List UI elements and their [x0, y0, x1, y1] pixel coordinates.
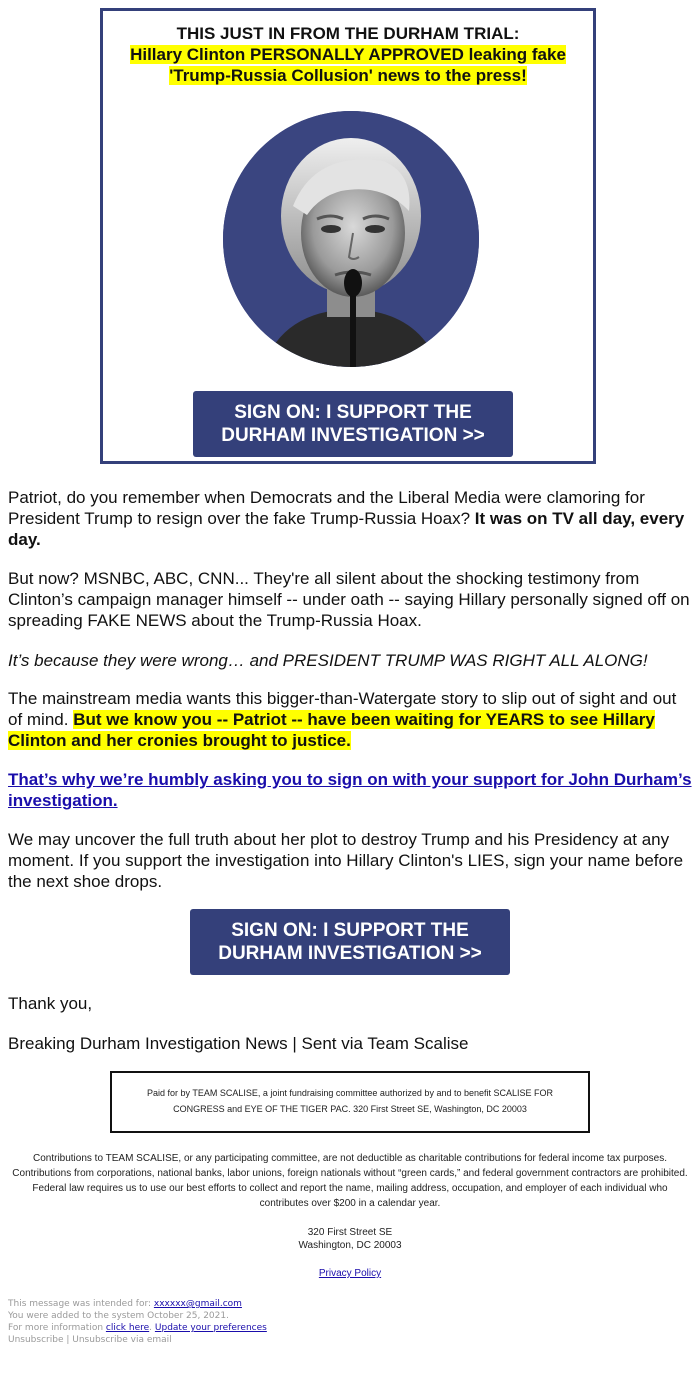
- footer-comma: .: [149, 1323, 155, 1333]
- footer-intended-label: This message was intended for:: [8, 1299, 154, 1309]
- paragraph-italic: [8, 650, 692, 671]
- privacy-row: [0, 1268, 700, 1279]
- address-line1: 320 First Street SE: [307, 1227, 393, 1238]
- thank-you: Thank you,: [8, 994, 93, 1013]
- cta-line2: DURHAM INVESTIGATION >>: [221, 425, 485, 446]
- footer-more-info-row: [8, 1322, 267, 1334]
- paid-for-box: Paid for by TEAM SCALISE, a joint fundraising committee authorized by and to benefit SCALISE FOR CONGRESS and EYE OF THE TIGER PAC. 320 First Street SE, Washington, DC 20003: [110, 1071, 590, 1133]
- paragraph-silence: But now? MSNBC, ABC, CNN... They're all silent about the shocking testimony from Clinton’s campaign manager himself -- under oath -- saying Hillary personally signed off on spreading FAKE NEWS about the Trump-Russia Hoax.: [8, 569, 690, 630]
- privacy-policy-link[interactable]: Privacy Policy: [318, 1268, 382, 1279]
- paragraph-uncover: We may uncover the full truth about her plot to destroy Trump and his Presidency at any moment. If you support the investigation into Hillary Clinton's LIES, sign your name before the next shoe drops.: [8, 830, 684, 891]
- portrait-illustration: [223, 111, 479, 367]
- paragraph-media-highlight: But we know you -- Patriot -- have been waiting for YEARS to see Hillary Clinton and her cronies brought to justice.: [8, 710, 655, 750]
- hero-kicker: THIS JUST IN FROM THE DURHAM TRIAL:: [176, 24, 520, 43]
- cta-line2: DURHAM INVESTIGATION >>: [218, 943, 482, 964]
- paragraph-italic-text: It’s because they were wrong… and PRESIDENT TRUMP WAS RIGHT ALL ALONG!: [8, 651, 648, 670]
- address-line2: Washington, DC 20003: [298, 1240, 402, 1251]
- paragraph-intro: [8, 487, 692, 550]
- paragraph-media-text: The mainstream media wants this bigger-than-Watergate story to slip out of sight and out of mind.: [8, 689, 677, 729]
- paragraph-media: [8, 688, 692, 751]
- footer-more-label: For more information: [8, 1323, 106, 1333]
- cta-sign-on-button-bottom[interactable]: [190, 909, 510, 975]
- unsubscribe-link[interactable]: Unsubscribe: [8, 1335, 64, 1345]
- paragraph-intro-bold: It was on TV all day, every day.: [8, 509, 685, 549]
- footer-added-date: You were added to the system October 25, 2021.: [8, 1311, 229, 1321]
- hero-headline-line1: Hillary Clinton PERSONALLY APPROVED leaking fake: [130, 45, 566, 64]
- hero-headline-line2: 'Trump-Russia Collusion' news to the press!: [169, 66, 527, 85]
- update-preferences-link[interactable]: Update your preferences: [154, 1323, 267, 1333]
- mailing-address: [0, 1226, 700, 1252]
- paragraph-intro-text: Patriot, do you remember when Democrats and the Liberal Media were clamoring for President Trump to resign over the fake Trump-Russia Hoax?: [8, 488, 645, 528]
- footer-unsubscribe-row: [8, 1334, 267, 1346]
- click-here-link[interactable]: click here: [105, 1323, 150, 1333]
- portrait-photo[interactable]: [223, 111, 479, 367]
- hero-card: [100, 8, 596, 464]
- contribution-disclaimer: Contributions to TEAM SCALISE, or any participating committee, are not deductible as charitable contributions for federal income tax purposes. Contributions from corporations, national banks, labor unions, foreign nationals without “green cards,” and federal government contractors are prohibited. Federal law requires us to use our best efforts to collect and report the name, mailing address, occupation, and employer of each individual who contributes over $200 in a calendar year.: [12, 1153, 688, 1209]
- cta-sign-on-button-top[interactable]: [193, 391, 513, 457]
- email-footer: [8, 1298, 267, 1346]
- paragraph-link: [8, 769, 692, 811]
- cta-line1: SIGN ON: I SUPPORT THE: [231, 920, 469, 941]
- sign-on-support-link[interactable]: That’s why we’re humbly asking you to sign on with your support for John Durham’s investigation.: [8, 770, 692, 810]
- footer-separator: |: [63, 1335, 73, 1345]
- cta-line1: SIGN ON: I SUPPORT THE: [234, 402, 472, 423]
- footer-intended-row: [8, 1298, 267, 1310]
- recipient-email-link[interactable]: xxxxxx@gmail.com: [153, 1299, 242, 1309]
- hero-header: [103, 11, 593, 86]
- signature: Breaking Durham Investigation News | Sent via Team Scalise: [8, 1034, 469, 1053]
- unsubscribe-via-email-link[interactable]: Unsubscribe via email: [72, 1335, 172, 1345]
